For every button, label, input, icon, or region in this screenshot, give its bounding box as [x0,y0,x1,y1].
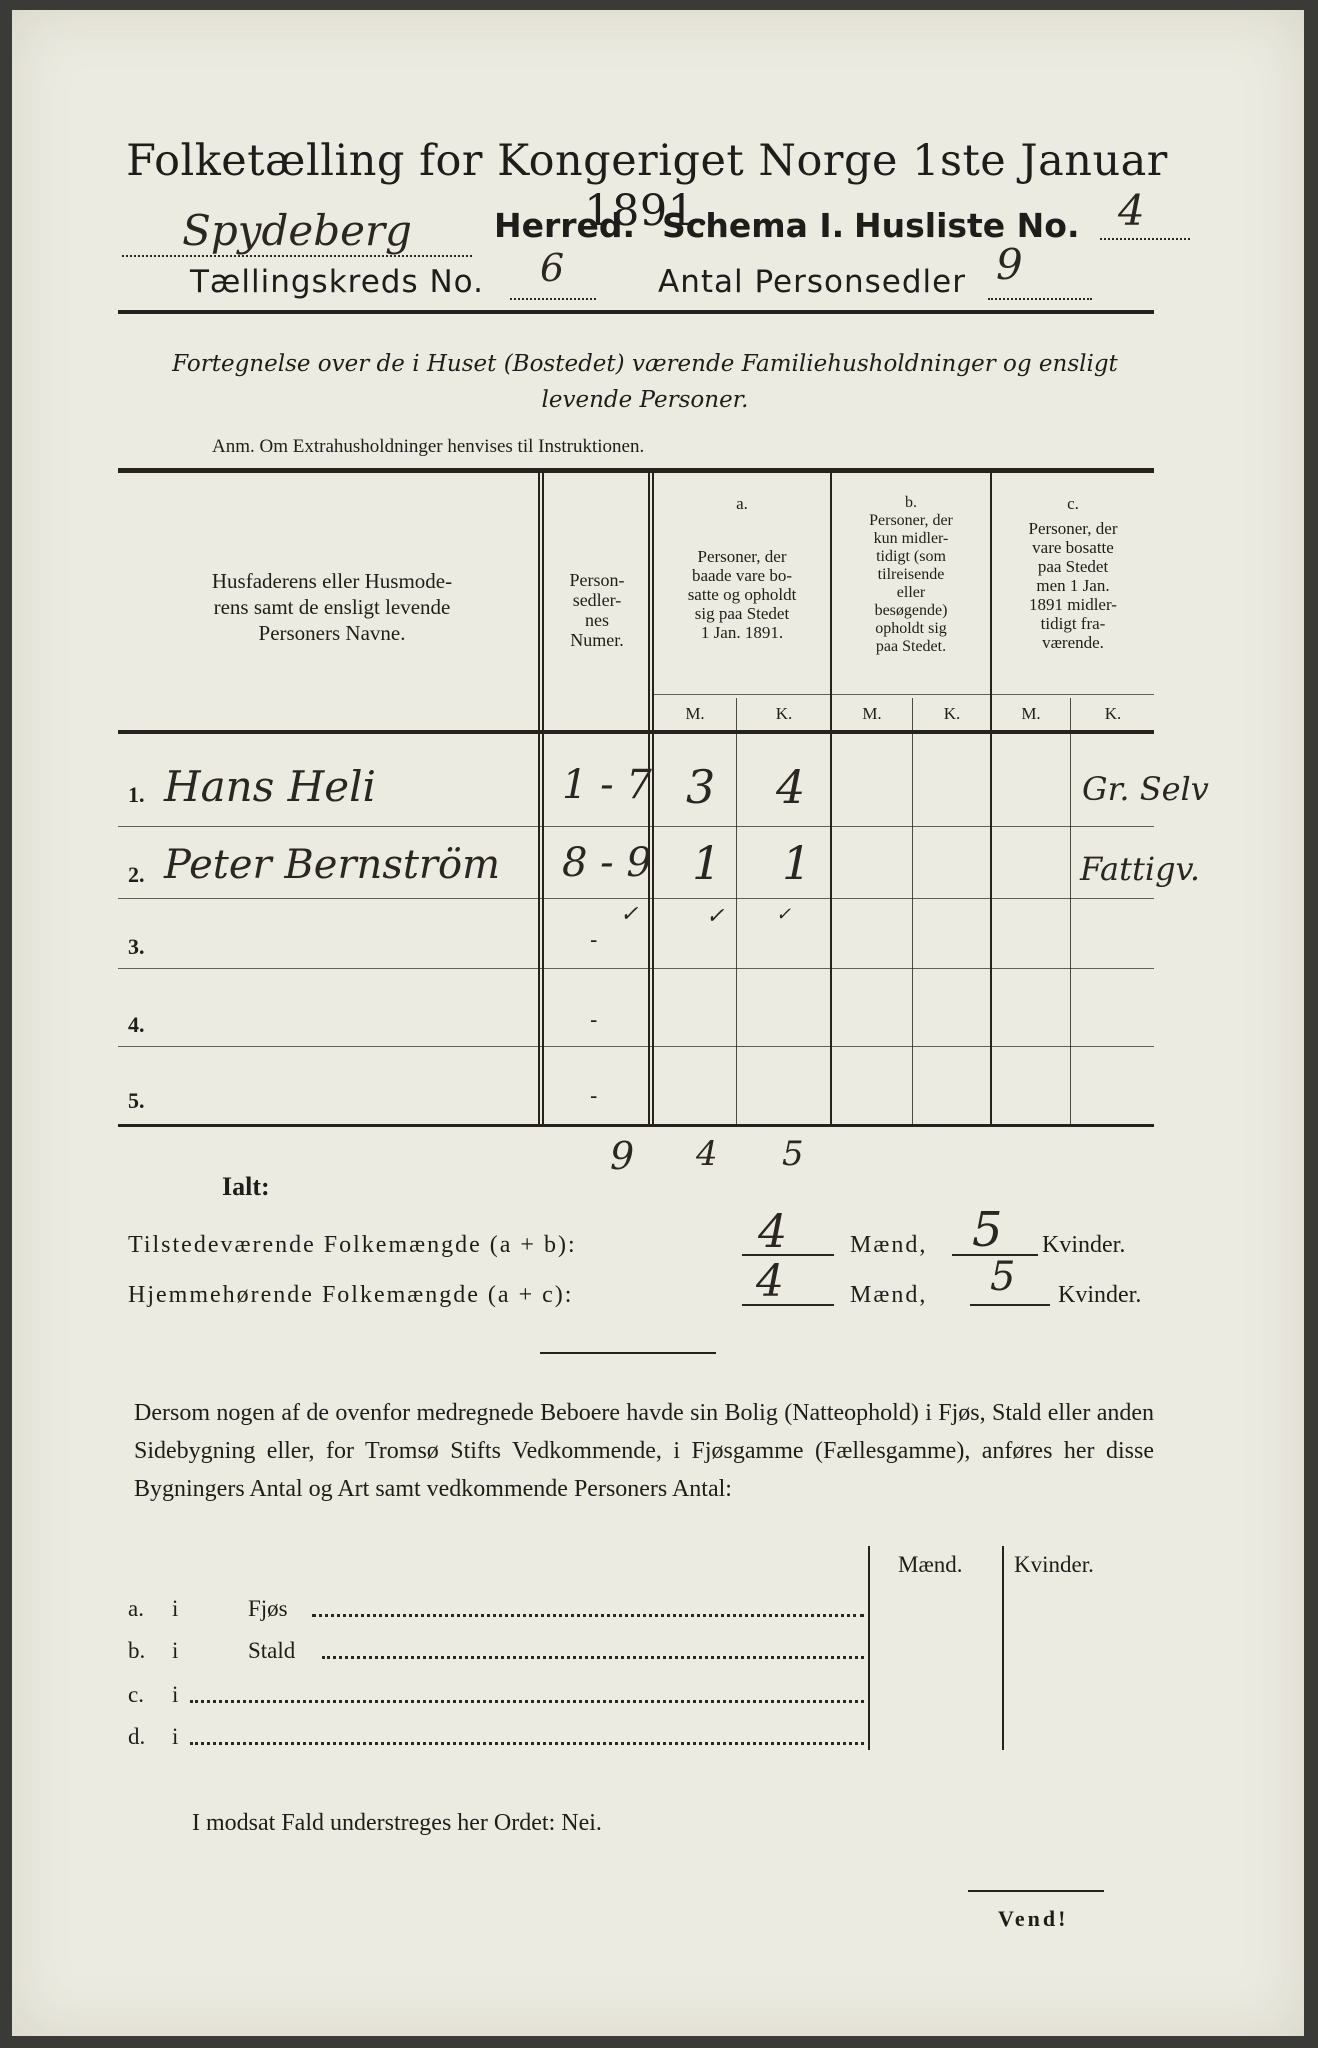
husliste-label: Husliste No. [854,206,1080,245]
herred-label: Herred. [494,206,636,245]
vline-mk [736,698,737,1124]
row-numer: 8 - 9 [562,840,652,886]
header-letter: b. [905,494,917,511]
b-m-label: M. [862,704,882,723]
ialt-label: Ialt: [222,1172,270,1201]
header-line: sedler- [572,590,622,610]
a-k-label: K. [775,704,793,723]
vline [868,1546,870,1750]
item-label: Stald [248,1638,296,1663]
tilst-k-field [952,1202,1038,1258]
vend-rule [968,1890,1104,1892]
header-line: værende. [1042,633,1104,652]
header-line: men 1 Jan. [1036,576,1110,595]
row-number: 5. [128,1088,145,1113]
dot-leader [190,1700,864,1703]
item-label: Fjøs [248,1596,288,1621]
header-line: sig paa Stedet [694,604,790,623]
row-numer: 1 - 7 [562,762,652,808]
kreds-value: 6 [540,246,565,290]
tilst-m-field [742,1204,834,1258]
check-mark: ✓ [776,904,792,925]
item-i: i [172,1682,179,1707]
hjem-maend: Mænd, [850,1282,928,1308]
kvinder-header: Kvinder. [1014,1552,1094,1577]
header-line: nes [585,610,609,630]
hjem-m-field [742,1256,834,1307]
row-a-k: 1 [782,836,812,890]
intro-text [130,346,1160,418]
ialt-numer: 9 [610,1134,635,1178]
vline-mk [912,698,913,1124]
header-line: paa Stedet. [875,638,947,655]
hjem-k-field [970,1254,1050,1306]
table-top-rule [118,468,1154,473]
header-line: Person- [569,570,625,590]
header-line: Numer. [570,630,624,650]
antal-field [988,240,1092,300]
item-letter: c. [128,1682,144,1707]
a-m-label: M. [685,704,705,723]
header-line: Personer, der [869,512,953,529]
census-form-page [12,10,1304,2036]
header-line: paa Stedet [1037,557,1109,576]
bygning-paragraph: Dersom nogen af de ovenfor medregnede Beboere havde sin Bolig (Natteophold) i Fjøs, Stald eller anden Sidebygning eller, for Tromsø Stifts Vedkommende, i Fjøsgamme (Fællesgamme), anføres her disse Bygningers Antal og Art samt vedkommende Personers Antal: [134,1400,1154,1502]
ialt-k: 5 [782,1134,804,1174]
item-letter: b. [128,1638,146,1663]
header-line: satte og opholdt [687,585,797,604]
row-rule [118,968,1154,969]
kreds-label: Tællingskreds No. [190,264,484,300]
col-header-numer [546,570,648,650]
hjem-label: Hjemmehørende Folkemængde (a + c): [128,1282,574,1308]
dot-leader [312,1614,864,1617]
hjem-kvinder: Kvinder. [1058,1282,1142,1308]
kreds-field [510,246,596,300]
anm-note: Anm. Om Extrahusholdninger henvises til Instruktionen. [212,436,645,457]
row-numer: - [590,1084,598,1109]
schema-label: Schema I. [662,206,845,245]
herred-value: Spydeberg [122,206,472,257]
item-i: i [172,1596,179,1621]
header-line: Personer, der [1028,519,1118,538]
hjem-m-value: 4 [756,1256,784,1307]
vline [1002,1546,1004,1750]
vline [542,733,544,1124]
col-header-b [832,494,990,656]
tilst-label: Tilstedeværende Folkemængde (a + b): [128,1232,577,1258]
header-line: baade vare bo- [691,566,793,585]
antal-value: 9 [996,240,1023,289]
section-divider [540,1352,716,1354]
tilst-m-value: 4 [758,1204,788,1258]
table-header-rule [118,730,1154,734]
header-letter: a. [736,494,748,513]
header-divider [118,310,1154,314]
form-title: Folketælling for Kongeriget Norge 1ste Januar 1891. [126,136,1168,236]
col-header-c [992,494,1154,652]
row-numer: - [590,1008,598,1033]
header-line: tidigt fra- [1040,614,1106,633]
header-line: 1 Jan. 1891. [700,623,784,642]
intro-line-1: Fortegnelse over de i Huset (Bostedet) værende Familiehusholdninger og ensligt [172,351,1118,377]
maend-header: Mænd. [898,1552,963,1577]
ialt-m: 4 [696,1134,718,1174]
mk-rule [652,694,1154,695]
husliste-field [1100,186,1190,240]
header-line: 1891 midler- [1029,595,1117,614]
col-header-a [654,494,830,642]
row-name: Hans Heli [164,762,376,811]
row-number: 1. [128,782,145,807]
tilst-maend: Mænd, [850,1232,928,1258]
header-line: kun midler- [873,530,949,547]
col-header-names [132,568,532,646]
row-number: 4. [128,1012,145,1037]
row-number: 2. [128,862,145,887]
item-i: i [172,1638,179,1663]
header-line: rens samt de ensligt levende [213,595,451,619]
row-a-m: 1 [692,836,722,890]
table-bottom-rule [118,1124,1154,1127]
check-mark: ✓ [706,904,725,929]
item-letter: d. [128,1724,146,1749]
header-line: eller [896,584,926,601]
vline [538,733,540,1124]
row-rule [118,826,1154,827]
check-mark: ✓ [620,902,639,927]
row-numer: - [590,928,598,953]
c-k-label: K. [1104,704,1122,723]
row-a-k: 4 [776,760,806,814]
row-note: Fattigv. [1080,850,1200,888]
header-letter: c. [1067,494,1079,513]
vline [538,473,540,733]
vline-mk [1070,698,1071,1124]
header-line: Personers Navne. [258,621,406,645]
row-name: Peter Bernström [164,842,501,888]
header-line: tilreisende [877,566,945,583]
dot-leader [190,1742,864,1745]
intro-line-2: levende Personer. [541,387,749,413]
herred-field [122,206,494,257]
header-line: besøgende) [874,602,948,619]
row-note: Gr. Selv [1082,770,1209,808]
header-line: Husfaderens eller Husmode- [211,569,453,593]
item-i: i [172,1724,179,1749]
row-rule [118,1046,1154,1047]
husliste-value: 4 [1118,186,1145,235]
header-line: tidigt (som [876,548,946,565]
row-a-m: 3 [686,760,716,814]
header-line: opholdt sig [875,620,947,637]
b-k-label: K. [943,704,961,723]
vline [542,473,544,733]
tilst-kvinder: Kvinder. [1042,1232,1126,1258]
hjem-k-value: 5 [990,1254,1016,1300]
antal-label: Antal Personsedler [658,264,966,300]
tilst-k-value: 5 [972,1202,1003,1258]
header-line: vare bosatte [1032,538,1114,557]
c-m-label: M. [1021,704,1041,723]
dot-leader [322,1656,864,1659]
row-rule [118,898,1154,899]
nei-line: I modsat Fald understreges her Ordet: Nei. [192,1810,602,1836]
header-line: Personer, der [697,547,787,566]
item-letter: a. [128,1596,144,1621]
vend-label: Vend! [998,1906,1069,1931]
row-number: 3. [128,934,145,959]
